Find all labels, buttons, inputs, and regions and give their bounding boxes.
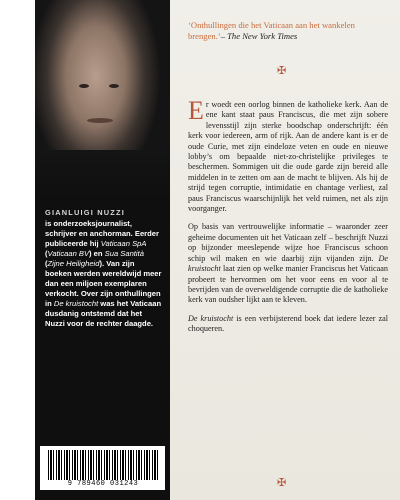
p2-run: laat zien op welke manier Franciscus het Vaticaan probeert te hervormen om het voor eens en voor al te bevrijden van de overweldigende corruptie die de katholieke kerk van oudsher lijkt aan te kleven. <box>188 264 388 305</box>
blurb-panel <box>170 0 400 500</box>
cross-pattee-icon: ✠ <box>277 65 287 77</box>
cross-pattee-icon: ✠ <box>277 477 287 489</box>
photo-eye-right <box>109 84 119 88</box>
bio-run: Vaticaan BV <box>47 249 90 258</box>
dropcap: E <box>188 96 204 125</box>
bio-run: ). Van zijn boeken werden wereldwijd meer dan een miljoen exemplaren verkocht. Over zijn onthullingen in <box>45 259 162 308</box>
photo-shadow <box>35 150 170 200</box>
author-bio <box>45 208 163 329</box>
bio-run: Vaticaan SpA <box>100 239 147 248</box>
quote-source: The New York Times <box>227 31 298 41</box>
p2-run: Op basis van vertrouwelijke informatie – waaronder zeer geheime documenten uit het Vaticaan zelf – beschrijft Nuzzi op bijzonder meeslepende wijze hoe Franciscus schoon schip wil maken en wie daarbij zijn vijanden zijn. <box>188 222 388 263</box>
p3-run: is een verbijsterend boek dat iedere lezer zal choqueren. <box>188 313 388 334</box>
quote-text: ‘Onthullingen die het Vaticaan aan het wankelen brengen.’ <box>188 20 355 41</box>
bio-run: was het Vaticaan dusdanig ontstemd dat het Nuzzi voor de rechter daagde. <box>45 299 162 328</box>
bio-run: ( <box>45 259 48 268</box>
blurb-body <box>188 96 388 343</box>
quote-dash: – <box>220 31 228 41</box>
blurb-paragraph-1 <box>188 96 388 214</box>
barcode <box>40 446 165 490</box>
photo-eye-left <box>79 84 89 88</box>
review-quote <box>188 20 388 42</box>
photo-mouth <box>87 118 113 123</box>
barcode-bars <box>48 450 158 480</box>
blurb-paragraph-3 <box>188 314 388 335</box>
bio-run: Zijne Heiligheid <box>47 259 100 268</box>
bio-run: De kruistocht <box>53 299 99 308</box>
author-name: GIANLUIGI NUZZI <box>45 208 125 217</box>
blurb-paragraph-2 <box>188 222 388 305</box>
author-photo <box>35 0 170 200</box>
barcode-digits: 9 789460 031243 <box>67 480 139 488</box>
author-bio-text <box>45 219 163 329</box>
blurb-p1-text: r woedt een oorlog binnen de katholieke kerk. Aan de ene kant staat paus Franciscus, die met zijn sobere levensstijl zijn sterke boodschap onderschrijft: één kerk voor iedereen, arm of rijk. Aan de andere kant is er de oude Curie, met zijn eindeloze veten en oude en nieuwe lobby’s om bepaalde niet-zo-christelijke privileges te beschermen. Sommigen uit die oude garde zijn bereid alle middelen in te zetten om aan de macht te blijven. Als hij de strijd tegen corruptie, intimidatie en chantage verliest, zal paus Franciscus waarschijnlijk het veld ruimen, net als zijn voorganger. <box>188 100 388 214</box>
bio-run: ) en <box>89 249 105 258</box>
p3-run: De kruistocht <box>188 313 234 323</box>
author-panel <box>35 0 170 500</box>
bio-run: Sua Santità <box>104 249 144 258</box>
p2-run: De kruistocht <box>188 253 388 274</box>
bio-run: ( <box>45 249 48 258</box>
bio-run: is onderzoeksjournalist, schrijver en anchorman. Eerder publiceerde hij <box>45 219 159 248</box>
